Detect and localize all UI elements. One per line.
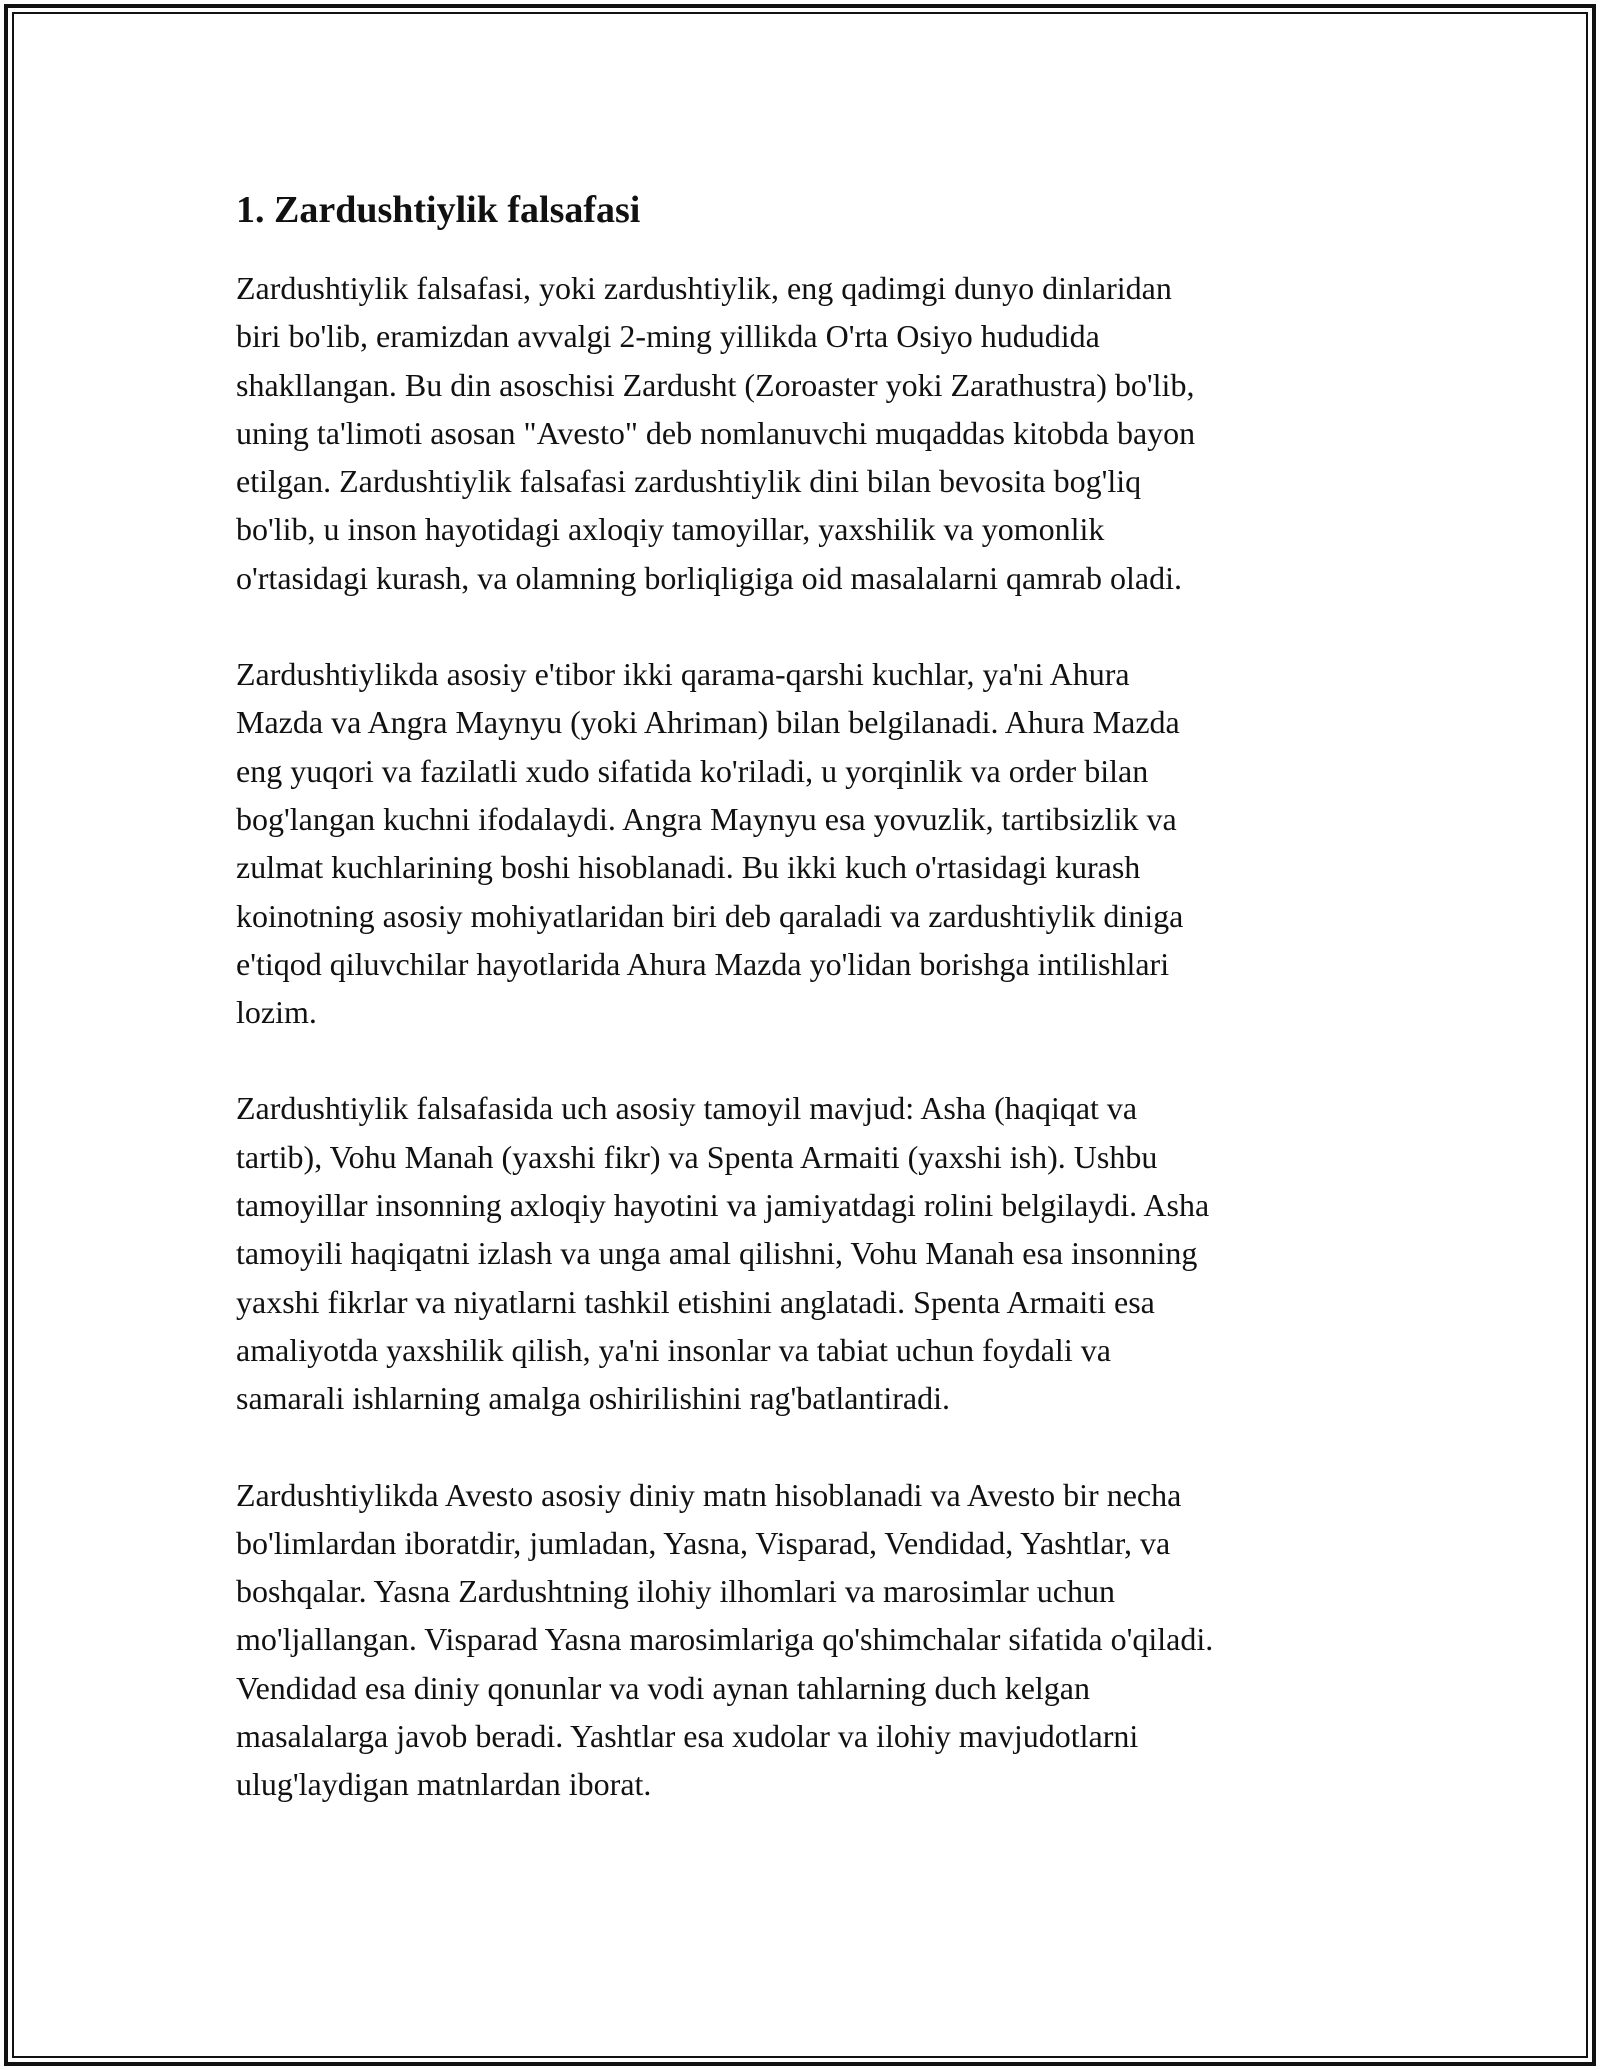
paragraph-principles: Zardushtiylik falsafasida uch asosiy tamoyil mavjud: Asha (haqiqat va tartib), Vohu Manah (yaxshi fikr) va Spenta Armaiti (yaxshi ish). Ushbu tamoyillar insonning axloqiy hayotini va jamiyatdagi rolini belgilaydi. Asha tamoyili haqiqatni izlash va unga amal qilishni, Vohu Manah esa insonning yaxshi fikrlar va niyatlarni tashkil etishini anglatadi. Spenta Armaiti esa amaliyotda yaxshilik qilish, ya'ni insonlar va tabiat uchun foydali va samarali ishlarning amalga oshirilishini rag'batlantiradi. <box>236 1090 1210 1417</box>
document-body <box>236 186 1376 1857</box>
paragraph-avesto: Zardushtiylikda Avesto asosiy diniy matn hisoblanadi va Avesto bir necha bo'limlardan iboratdir, jumladan, Yasna, Visparad, Vendidad, Yashtlar, va boshqalar. Yasna Zardushtning ilohiy ilhomlari va marosimlar uchun mo'ljallangan. Visparad Yasna marosimlariga qo'shimchalar sifatida o'qiladi. Vendidad esa diniy qonunlar va vodi aynan tahlarning duch kelgan masalalarga javob beradi. Yashtlar esa xudolar va ilohiy mavjudotlarni ulug'laydigan matnlardan iborat. <box>236 1476 1214 1803</box>
section-heading: 1. Zardushtiylik falsafasi <box>236 189 641 231</box>
paragraph-intro: Zardushtiylik falsafasi, yoki zardushtiylik, eng qadimgi dunyo dinlaridan biri bo'lib, eramizdan avvalgi 2-ming yillikda O'rta Osiyo hududida shakllangan. Bu din asoschisi Zardusht (Zoroaster yoki Zarathustra) bo'lib, uning ta'limoti asosan "Avesto" deb nomlanuvchi muqaddas kitobda bayon etilgan. Zardushtiylik falsafasi zardushtiylik dini bilan bevosita bog'liq bo'lib, u inson hayotidagi axloqiy tamoyillar, yaxshilik va yomonlik o'rtasidagi kurash, va olamning borliqligiga oid masalalarni qamrab oladi. <box>236 270 1196 596</box>
paragraph-ahura-mazda: Zardushtiylikda asosiy e'tibor ikki qarama-qarshi kuchlar, ya'ni Ahura Mazda va Angra Maynyu (yoki Ahriman) bilan belgilanadi. Ahura Mazda eng yuqori va fazilatli xudo sifatida ko'riladi, u yorqinlik va order bilan bog'langan kuchni ifodalaydi. Angra Maynyu esa yovuzlik, tartibsizlik va zulmat kuchlarining boshi hisoblanadi. Bu ikki kuch o'rtasidagi kurash koinotning asosiy mohiyatlaridan biri deb qaraladi va zardushtiylik diniga e'tiqod qiluvchilar hayotlarida Ahura Mazda yo'lidan borishga intilishlari lozim. <box>236 656 1184 1031</box>
